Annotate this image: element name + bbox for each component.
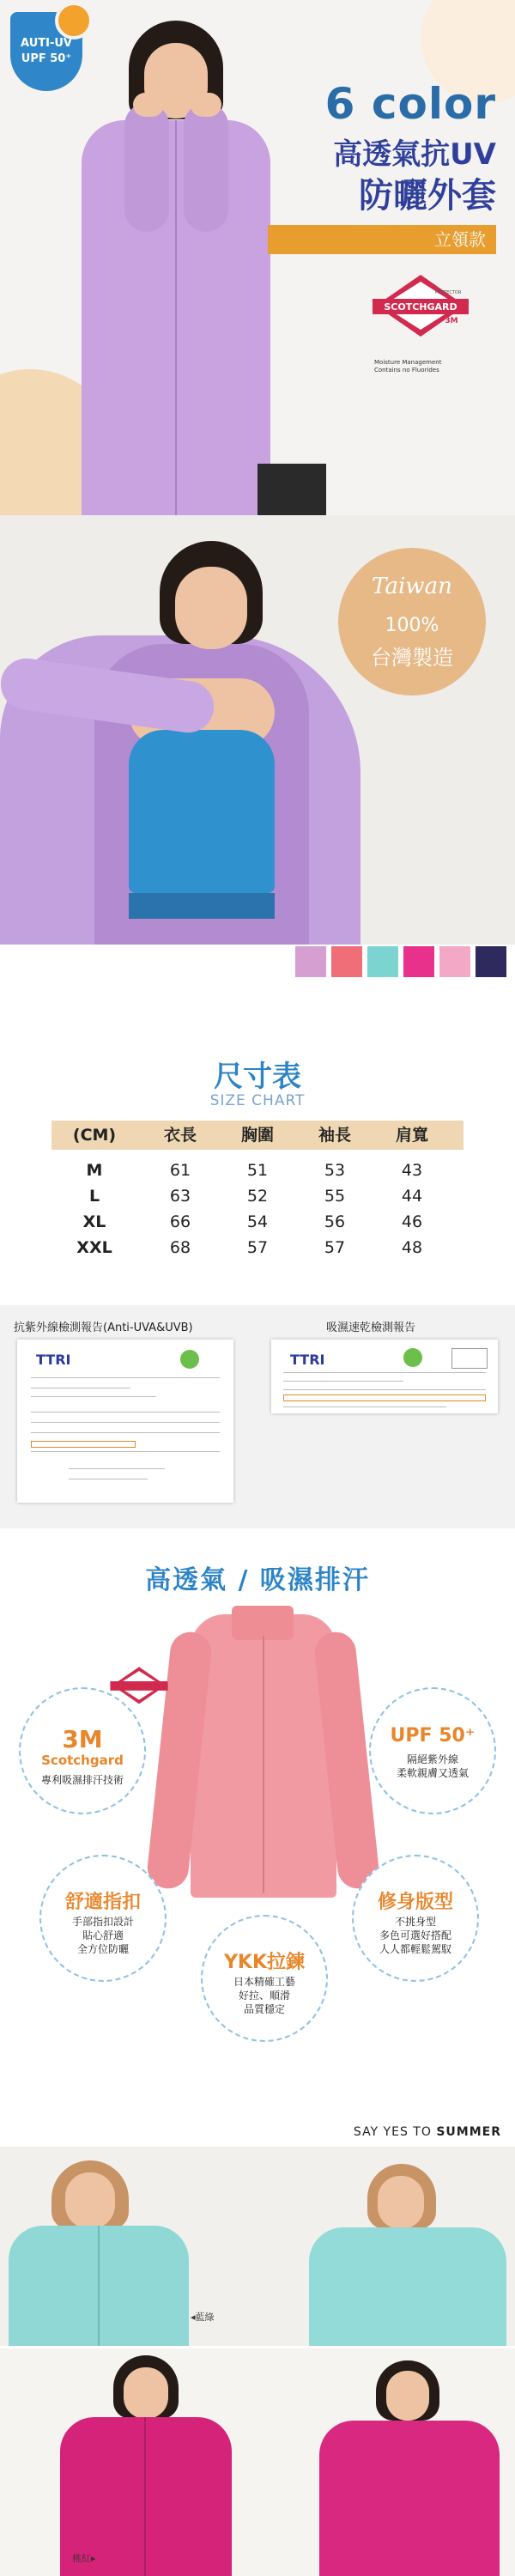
header-cell: 肩寬 <box>395 1126 428 1145</box>
scotchgard-badge-icon <box>106 1666 172 1717</box>
badge-caption: Moisture Management Contains no Fluorides <box>374 359 442 374</box>
say-yes-to-summer <box>354 2125 501 2139</box>
hero-title: 6 color <box>324 79 496 129</box>
features-title: 高透氣 / 吸濕排汗 <box>145 1565 370 1595</box>
header-cell: 袖長 <box>318 1126 351 1145</box>
size-cell: 68 <box>169 1238 191 1257</box>
size-cell: 66 <box>169 1212 191 1231</box>
uv-test-report-image <box>17 1340 233 1503</box>
moisture-test-report-image <box>271 1340 498 1413</box>
teal-photo-section <box>0 2147 515 2346</box>
swatch-navy[interactable] <box>476 946 506 977</box>
feature-desc: 隔絕紫外線 柔軟親膚又透氣 <box>396 1753 469 1779</box>
teal-caption: ◂藍綠 <box>191 2312 215 2323</box>
feature-sub: Scotchgard <box>41 1753 124 1768</box>
say-yes-prefix: SAY YES TO <box>353 2125 437 2139</box>
feature-desc: 手部指扣設計 貼心舒適 全方位防曬 <box>71 1916 134 1955</box>
size-cell: 57 <box>246 1238 269 1257</box>
size-cell: M <box>86 1161 103 1180</box>
badge-line-2: PROTECTOR <box>434 290 462 295</box>
feature-ykk-zipper <box>201 1915 328 2042</box>
hero-section <box>0 0 515 515</box>
certification-seal-icon <box>180 1350 199 1369</box>
feature-name: 修身版型 <box>377 1892 453 1913</box>
size-chart-header <box>52 1121 464 1150</box>
size-row <box>52 1236 464 1259</box>
made-in-taiwan-badge <box>338 548 486 696</box>
sun-icon <box>55 2 93 39</box>
swatch-pink[interactable] <box>439 946 470 977</box>
size-cell: 44 <box>401 1187 423 1206</box>
swatch-teal[interactable] <box>367 946 398 977</box>
swatch-magenta[interactable] <box>403 946 434 977</box>
size-row <box>52 1159 464 1182</box>
report-org: TTRI <box>290 1352 325 1368</box>
size-cell: 48 <box>401 1238 423 1257</box>
shield-line-1: AUTI-UV <box>21 37 72 50</box>
pink-caption: 桃紅▸ <box>72 2553 96 2564</box>
swatch-coral[interactable] <box>331 946 362 977</box>
model-photo-section <box>0 515 515 945</box>
shield-line-2: UPF 50⁺ <box>21 52 72 65</box>
feature-name: YKK拉鍊 <box>223 1952 306 1973</box>
feature-name: 舒適指扣 <box>64 1892 141 1913</box>
size-cell: 46 <box>401 1212 423 1231</box>
size-row <box>52 1185 464 1207</box>
hero-subtitle-2: 防曬外套 <box>359 176 496 216</box>
size-cell: 51 <box>246 1161 269 1180</box>
hero-band-label: 立領款 <box>268 225 496 254</box>
say-yes-bold: SUMMER <box>436 2125 501 2139</box>
taiwan-made-label: 台灣製造 <box>371 646 453 670</box>
feature-slim-fit <box>352 1855 479 1982</box>
taiwan-script-text: Taiwan <box>372 574 452 599</box>
header-cell: 衣長 <box>163 1126 197 1145</box>
taiwan-percent: 100% <box>385 615 439 636</box>
size-cell: L <box>88 1187 100 1206</box>
report-org: TTRI <box>36 1352 71 1368</box>
header-cell: (CM) <box>72 1126 117 1145</box>
size-cell: 52 <box>246 1187 269 1206</box>
badge-line-1: SCOTCHGARD <box>384 301 457 313</box>
feature-upf <box>369 1687 496 1814</box>
feature-desc: 專利吸濕排汗技術 <box>40 1774 124 1786</box>
certification-seal-icon <box>403 1348 422 1367</box>
magenta-photo-section <box>0 2348 515 2576</box>
report-heading-uv: 抗紫外線檢測報告(Anti-UVA&UVB) <box>14 1321 193 1334</box>
size-chart-title: 尺寸表 <box>214 1060 301 1094</box>
badge-brand: 3M <box>445 317 458 325</box>
feature-desc: 日本精確工藝 好拉、順滑 品質穩定 <box>233 1976 295 2015</box>
header-cell: 胸圍 <box>240 1126 274 1145</box>
size-cell: 53 <box>324 1161 346 1180</box>
swatch-lavender[interactable] <box>295 946 326 977</box>
size-cell: 43 <box>401 1161 423 1180</box>
feature-name: 3M <box>62 1725 103 1753</box>
hero-subtitle-1: 高透氣抗UV <box>333 137 496 172</box>
size-row <box>52 1211 464 1233</box>
size-cell: XL <box>82 1212 106 1231</box>
size-cell: XXL <box>76 1238 112 1257</box>
scotchgard-badge-icon <box>369 273 472 359</box>
feature-desc: 不挑身型 多色可選好搭配 人人都輕鬆駕馭 <box>379 1916 451 1955</box>
size-cell: 55 <box>324 1187 346 1206</box>
size-cell: 57 <box>324 1238 346 1257</box>
size-cell: 56 <box>324 1212 346 1231</box>
size-cell: 54 <box>246 1212 269 1231</box>
feature-name: UPF 50⁺ <box>390 1725 476 1747</box>
report-heading-moisture: 吸濕速乾檢測報告 <box>326 1321 416 1334</box>
size-cell: 63 <box>169 1187 191 1206</box>
size-chart-subtitle: SIZE CHART <box>209 1092 306 1109</box>
size-cell: 61 <box>169 1161 191 1180</box>
feature-thumb-hole <box>39 1855 167 1982</box>
